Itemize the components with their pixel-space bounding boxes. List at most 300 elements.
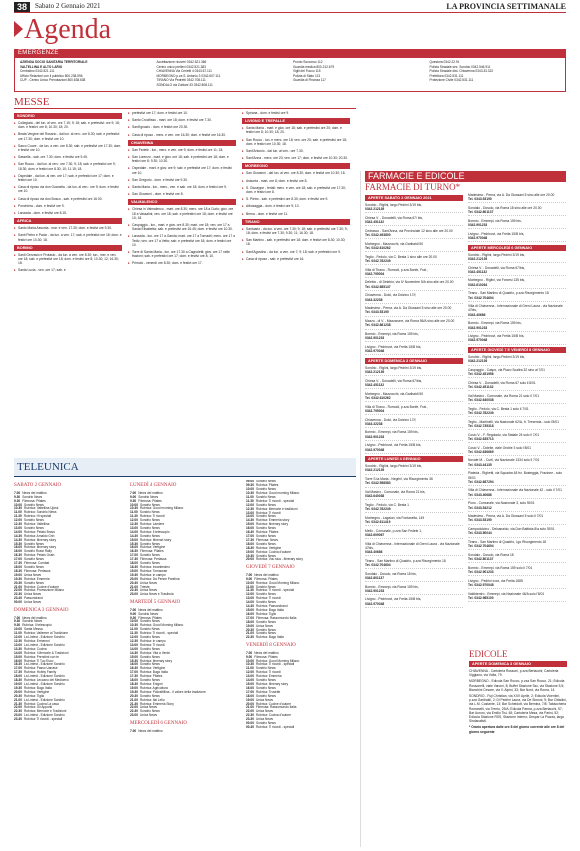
tv-time: 15.30	[130, 541, 138, 546]
farmacie-section	[360, 171, 566, 847]
tv-title: News del mattino	[138, 607, 163, 612]
tv-day: DOMENICA 3 GENNAIO	[14, 608, 69, 614]
tv-title: Unica News	[255, 623, 273, 628]
tv-title: Rubrica: Ti ricordi	[255, 510, 281, 515]
farmacia-phone: 0342.212139	[468, 256, 488, 261]
tv-time: 14.30	[130, 650, 138, 655]
tv-title: Rubrica: Ti ricordi	[139, 514, 165, 519]
farmacia-phone: Tel. 0343.40686	[468, 492, 492, 497]
farmacia-name: Morbegno - Mazzocchi, via Garibaldi 50	[365, 241, 424, 246]
emergency-line: CUP - Centro Unico Prenotazioni 800.638.638	[20, 78, 86, 82]
tv-program	[130, 730, 240, 734]
tv-title: Sondrio News	[138, 494, 159, 499]
farmacia-phone: 0342.609067	[365, 532, 385, 537]
farmacia-name: Teglio - Fedolo, via C. Besta 1	[365, 502, 409, 507]
tv-title: Filmrosa: Perlasca	[139, 557, 167, 562]
farmacie-column-1	[365, 193, 463, 777]
tv-title: Rubrica: Ti ricordi - speciali	[139, 631, 179, 636]
messe-title: MESSE	[14, 96, 356, 109]
tv-title: Sondrio News	[255, 631, 276, 636]
edicole-section	[469, 649, 567, 736]
farmacia-entry	[365, 503, 463, 513]
page-number: 38	[14, 2, 30, 12]
tv-title: Sondrio News	[139, 525, 160, 530]
tv-title: Rubrica: Da Penne Parelina	[139, 576, 180, 581]
emergency-line: Questura 0342.22.91	[429, 60, 460, 64]
tv-time: 16.00	[130, 545, 138, 550]
tv-time: 17.30	[246, 537, 254, 542]
farmacia-entry	[365, 559, 463, 569]
messe-entry: ▸ Santa Maria - mart. e giov. ore 18; sab. e prefestivi ore 20; dom. e festivi ore 8; 10.30; 18; 20.	[242, 126, 350, 134]
tv-time: 16.30	[14, 553, 22, 558]
farmacia-phone: 0342.970048	[468, 338, 488, 343]
tv-time: 10.30	[14, 506, 22, 511]
tv-time: 19.00	[130, 685, 138, 690]
tv-title: Sondrio News	[139, 510, 160, 515]
tv-time: 12.00	[14, 518, 22, 523]
emergency-column	[17, 60, 154, 89]
tv-time: 21.00	[14, 584, 22, 589]
tv-title: La Lintest - Edizione Sondrio	[23, 681, 65, 686]
tv-title: Sondrio News	[139, 627, 160, 632]
farmacia-phone: Tel. 0342.451132	[468, 385, 494, 390]
farmacia-name: Sondrio - Riglini, largo Pedrini 3/19 bis,	[468, 252, 525, 257]
tv-time: 11.30	[14, 514, 22, 519]
page-header	[14, 2, 566, 13]
tv-time: 19.00	[246, 623, 254, 628]
tv-title: Rubrica: Cucina d'autore	[255, 713, 291, 718]
tv-time: 17.00	[246, 689, 254, 694]
tv-time: 12.30	[130, 522, 138, 527]
farmacia-phone: Tel. 0342.493800	[365, 233, 391, 238]
messe-entry: ▸ Sant'Anna - merc. ore 20; ven. ore 17; dom. e festivi ore 10.30; 20.30.	[242, 156, 350, 160]
farmacia-entry	[365, 203, 463, 213]
tv-time: 7.00	[130, 607, 137, 612]
tv-time: 9.30	[130, 615, 137, 620]
farmacia-phone: Tel. 0342.801137	[468, 210, 494, 215]
tv-time: 19.00	[130, 568, 138, 573]
tv-title: Rubrica: in campo	[139, 572, 166, 577]
tv-time: 16.00	[14, 549, 22, 554]
tv-time: 10.00	[130, 619, 138, 624]
tv-time: 9.00	[246, 654, 253, 659]
tv-title: Rubrica: Pilates	[255, 530, 279, 535]
messe-entry: ▸ Sacro Cuore - da lun. a ven. ore 8.30; sab. e prefestivi ore 17.30; dom. e festivi ore 10.	[14, 144, 122, 152]
tv-time: 11.00	[246, 666, 254, 671]
messe-entry: ▸ Ospedale - mart. e giov. ore 9; sab. e prefestivi ore 17; dom. e festivi ore 10.	[128, 166, 236, 174]
farmacie-band: APERTE SABATO 2 GENNAIO 2021	[365, 195, 463, 201]
tv-title: Sondrio News	[255, 526, 276, 531]
farmacia-name: Livigno - Pedrinovi, via Freita 15/B bis,	[365, 597, 422, 602]
tv-time: 7.00	[246, 572, 253, 577]
tv-time: 21.30	[14, 701, 22, 706]
farmacia-name: Teglio - Fedolo, via C. Besta 1 solo il 7/01	[468, 406, 529, 411]
tv-time: 10.00	[246, 658, 254, 663]
tv-time: 12.00	[14, 635, 22, 640]
farmacie-title: FARMACIE E EDICOLE	[365, 171, 566, 182]
tv-time: 14.30	[246, 604, 254, 609]
farmacia-entry	[365, 418, 463, 428]
farmacia-name: Bormio - Emmepi, via Roma 159 bis,	[468, 321, 522, 326]
tv-day: LUNEDÌ 4 GENNAIO	[130, 483, 177, 489]
tv-time: 16.00	[130, 662, 138, 667]
emergency-line: Polizia di Stato 113	[293, 73, 321, 78]
farmacia-entry	[365, 405, 463, 415]
farmacia-entry	[468, 206, 566, 216]
farmacia-phone: Tel. 0342.687294	[468, 479, 494, 484]
farmacia-entry	[365, 268, 463, 278]
farmacia-phone: 0342.451132	[365, 382, 385, 387]
tv-time: 11.30	[130, 514, 138, 519]
farmacia-name: Bormio - Emmepi, via Roma 159 bis,	[365, 332, 419, 337]
tv-time: 21.00	[14, 697, 22, 702]
farmacia-entry	[468, 488, 566, 498]
tv-title: Rubrica: Valtellina Ujosk	[23, 506, 59, 511]
tv-time: 12.00	[246, 502, 254, 507]
tv-time: 9.30	[14, 619, 21, 624]
farmacia-entry	[365, 229, 463, 239]
farmacia-phone: Tel. 0343.54212	[468, 505, 492, 510]
tv-title: Rubrica: Emmeria	[23, 576, 50, 581]
tv-title: Sondrio News	[139, 502, 160, 507]
farmacie-column-2	[468, 193, 566, 653]
farmacia-phone: 0342.970048	[365, 349, 385, 354]
farmacia-phone: Tel. 0343.53190	[468, 518, 492, 523]
farmacia-phone: 0342.451132	[365, 220, 385, 225]
farmacia-name: Teglio - Martinelli, via Nazionale 62/A, fr. Tresenda - solo l'8/01	[468, 419, 559, 424]
teleunica-column-2	[130, 480, 240, 840]
farmacia-phone: Tel. 0342.782249	[365, 258, 391, 263]
tv-title: Rubrica: Il telescopio	[139, 529, 170, 534]
messe-entry: ▸ Caspoggio - lun., mart. e giov. ore 8.30; mart. ore 18; ven. ore 17 a Santa Elisabetta; sab. e prefestivi ore 16.45; dom. e festivi ore 10.30.	[128, 223, 236, 231]
farmacia-entry	[468, 291, 566, 301]
farmacia-phone: 0342.801137	[365, 575, 385, 580]
messe-band: SONDRIO	[14, 113, 122, 119]
farmacia-name: Sondalo - Dosolo, via Roma 18	[468, 552, 514, 557]
farmacia-phone: Tel. 0342.901233	[468, 570, 494, 575]
tv-title: Sondrio News	[139, 561, 160, 566]
tv-time: 18.30	[14, 568, 22, 573]
tv-title: Rubrica: Hobby Family	[23, 670, 57, 675]
teleunica-section	[14, 458, 356, 844]
tv-time: 23.00	[130, 592, 138, 597]
tv-title: Rubrica: Pilates	[255, 483, 279, 488]
farmacia-phone: 0342.212139	[365, 468, 385, 473]
tv-title: Rubrica: Itinerary story	[23, 545, 57, 550]
tv-time: 19.30	[246, 553, 254, 558]
agenda-title: Agenda	[24, 14, 112, 45]
tv-title: Rubrica: Lamiere	[139, 522, 165, 527]
tv-day: MERCOLEDÌ 6 GENNAIO	[130, 721, 187, 727]
messe-entry: ▸ Santa Maria - lun., merc., ven. e sab. ore 18; dom. e festivi ore 9.	[128, 185, 236, 189]
farmacia-phone: Tel. 0342.611419	[365, 520, 391, 525]
tv-title: Sondrio News	[23, 580, 44, 585]
tv-time: 15.00	[246, 607, 254, 612]
messe-entry: ▸ Primolo - venerdì ore 8.30; dom. e festivi ore 17.	[128, 261, 236, 265]
tv-title: Rubrica: Polivalfillina - Il valore della tradizione	[139, 689, 206, 694]
tv-time: 14.00	[14, 650, 22, 655]
tv-time: 14.00	[246, 514, 254, 519]
emergency-line: Ufficio Relazioni con il pubblico 800.238.596	[20, 73, 83, 78]
tv-time: 22.00	[14, 705, 22, 710]
tv-time: 16.30	[246, 530, 254, 535]
tv-time: 16.00	[14, 545, 22, 550]
tv-title: Sondrio News	[139, 635, 160, 640]
tv-title: Rubrica: Agricoltura	[139, 685, 168, 690]
tv-time: 22.30	[14, 592, 22, 597]
emergency-label: EMERGENZE	[14, 49, 566, 58]
tv-title: Sondrio News	[22, 494, 43, 499]
farmacia-phone: 0342.640038	[365, 494, 385, 499]
tv-title: News del mattino	[22, 490, 47, 495]
tv-title: Unica News	[139, 713, 157, 718]
farmacia-name: Caspoggio - Caspo, via Piazo Scaltra 32 sino al 7/01	[468, 368, 545, 373]
tv-title: Rubrica: Memorie e tradizioni	[255, 506, 298, 511]
tv-time: 20.00	[246, 557, 254, 562]
tv-title: Sondrio News	[139, 693, 160, 698]
tv-time: 14.30	[130, 533, 138, 538]
tv-title: Rubrica: Valtellina	[23, 522, 50, 527]
messe-band: TIRANO	[242, 219, 350, 225]
tv-title: Rubrica: Incantesimo	[139, 565, 170, 570]
messe-band: CHIAVENNA	[128, 140, 236, 146]
farmacia-name: Piateda - Righetti, via Squadra 48 frz. Busteggia, Frazione - solo l'8/01	[468, 471, 563, 480]
farmacia-name: Sondrio - Riglini, largo Pedrini 3/19 bis,	[468, 355, 525, 360]
farmacia-phone: 0342.901233	[365, 588, 385, 593]
messe-band: AFRICA	[14, 218, 122, 224]
farmacia-entry	[365, 490, 463, 500]
tv-time: 17.00	[14, 557, 22, 562]
tv-time: 23.40	[14, 596, 22, 601]
tv-title: Sondrio News	[23, 565, 44, 570]
farmacia-entry	[365, 443, 463, 453]
tv-title: Sondrio News	[139, 654, 160, 659]
farmacia-entry	[365, 542, 463, 557]
tv-time: 10.00	[246, 580, 254, 585]
tv-title: Rubrica: Passo Uanase	[23, 666, 58, 671]
farmacia-phone: Tel. 0342.610262	[365, 395, 391, 400]
farmacia-entry	[365, 332, 463, 342]
emergency-line: Prefettura 0342.531.111	[429, 73, 464, 78]
tv-time: 20.30	[130, 580, 138, 585]
farmacia-name: Bormio - Emmepi, via Roma 159 bis,	[468, 218, 522, 223]
tv-time: 00.00	[14, 600, 22, 605]
tv-title: Unica News	[23, 600, 41, 605]
farmacia-entry	[468, 458, 566, 468]
tv-time: 00.00	[246, 721, 254, 726]
messe-entry: ▸ prefestivi ore 17; dom. e festivi ore 10.	[128, 111, 236, 115]
farmacia-phone: 0343.32238	[365, 421, 383, 426]
farmacia-entry	[468, 579, 566, 589]
farmacia-name: Campodolcino - Delcanaido, via Don Battista 8/a solo l'8/01	[468, 527, 555, 532]
messe-entry: ▸ Sassella - sab. ore 7.30; dom. e festivi ore 9.45.	[14, 155, 122, 159]
farmacia-name: Morbegno - Mazzocchi, via Garibaldi 50	[365, 391, 424, 396]
tv-time: 13.00	[14, 642, 22, 647]
tv-title: News del mattino	[254, 572, 279, 577]
farmacia-phone: Tel. 0343.53190	[468, 197, 492, 202]
farmacia-entry	[468, 193, 566, 203]
tv-time: 19.00	[14, 572, 22, 577]
farmacia-entry	[365, 280, 463, 290]
tv-time: 12.30	[14, 639, 22, 644]
tv-time: 11.30	[130, 631, 138, 636]
tv-title: News del mattino	[22, 615, 47, 620]
farmacia-name: Villa di Tirano - Romodi, p.zza Bonfe, Frat.,	[365, 404, 428, 409]
tv-title: Sondrio News	[255, 553, 276, 558]
tv-title: Rubrica: Tiglio	[23, 693, 45, 698]
tv-title: Rubrica: Ermeroni	[23, 639, 50, 644]
tv-title: Rubrica: Itinerari story	[139, 537, 172, 542]
messe-entry: ▸ Chiesa in Valmalenco - mart. ore 8.30; merc. ore 18 a Curlo; giov. ore 18 a Vassalini; ven. ore 18; sab. e prefestivi ore 18; dom. e festivi ore 10; 18.	[128, 207, 236, 220]
tv-title: Rubrica: Good morning Milano	[139, 506, 184, 511]
farmacia-name: Livigno - Pedrinovi, via Freita 15/B bis,	[365, 344, 422, 349]
tv-time: 16.00	[14, 658, 22, 663]
farmacia-name: Madesimo - Perna, via A. Da Giussani 5 sino alle ore 20.00	[468, 193, 555, 197]
teleunica-title: TELEUNICA	[14, 458, 356, 477]
tv-title: Rubrica: Ti ricordi	[139, 642, 165, 647]
tv-time: 7.00	[14, 490, 21, 495]
farmacia-entry	[365, 366, 463, 376]
tv-title: Rubrica: Tiglio	[255, 611, 277, 616]
emergency-column	[290, 60, 427, 89]
emergency-line: CHIAVENNA Via Cerletti 4 0343.67.111	[156, 69, 212, 73]
tv-time: 12.00	[246, 592, 254, 597]
tv-time: 19.30	[14, 685, 22, 690]
teleunica-column-3	[246, 480, 356, 840]
farmacia-phone: Tel. 0342.704604	[365, 562, 391, 567]
tv-time: 16.00	[246, 611, 254, 616]
tv-title: Sondrio News	[255, 541, 276, 546]
tv-title: La Lintest - Edizione Sondrio	[23, 713, 65, 718]
farmacia-entry	[468, 407, 566, 417]
farmacia-entry	[468, 304, 566, 319]
tv-title: Unica News	[23, 572, 41, 577]
emergency-line: VALTELLINA E ALTO LARIO	[20, 64, 63, 69]
tv-title: Sondrio News	[139, 646, 160, 651]
farmacia-entry	[365, 572, 463, 582]
tv-time: 19.00	[246, 697, 254, 702]
messe-entry: ▸ Santa Lucia - ven. ore 17; sab. e	[14, 268, 122, 272]
messe-entry: ▸ Casa di riposo via don Guanella - da lun. al ven.: ore 9; dom. e festivi ore 10.	[14, 185, 122, 193]
farmacia-name: Chiesa V. - Donadelli, via Roma 67/ bis,	[365, 215, 423, 220]
tv-time: 19.30	[130, 572, 138, 577]
tv-time: 16.30	[130, 666, 138, 671]
tv-day: MARTEDÌ 5 GENNAIO	[130, 600, 181, 606]
tv-title: Rubrica: Passondrand	[255, 604, 288, 609]
messe-band: MORBEGNO	[242, 163, 350, 169]
farmacia-entry	[365, 345, 463, 355]
tv-time: 19.30	[14, 576, 22, 581]
triangle-icon	[14, 21, 23, 37]
tv-title: Rubrica: Gli Appunti	[23, 705, 53, 710]
tv-title: Sondrio News	[255, 480, 276, 484]
tv-program	[14, 718, 124, 722]
farmacie-band: APERTE GIOVEDÌ 7 E VENERDÌ 8 GENNAIO	[468, 347, 566, 353]
tv-time: 7.00	[130, 728, 137, 733]
tv-title: La Lintest - Edizione Sondrio	[23, 697, 65, 702]
tv-time: 10.30	[246, 491, 254, 496]
tv-program	[246, 558, 356, 562]
farmacia-entry	[365, 255, 463, 265]
messe-entry: ▸ Berna - dom. e festivi ore 11.	[242, 212, 350, 216]
tv-title: Rubrica: Hi speciali	[23, 514, 52, 519]
tv-title: Rubrica: Pilates	[139, 674, 163, 679]
farmacia-phone: Tel. 0342.640038	[468, 398, 494, 403]
tv-time: 19.00	[14, 681, 22, 686]
edicole-list	[469, 669, 567, 723]
messe-section	[14, 96, 356, 387]
tv-title: Rubrica: Ti ricordi - speciali	[255, 724, 295, 729]
farmacia-name: Madesimo - Perna, via A. Da Giussani 5 solo il 7/01	[468, 514, 544, 519]
tv-time: 23.30	[14, 717, 22, 722]
tv-time: 20.30	[246, 627, 254, 632]
messe-entry: ▸ San Fedele - lun., merc. e ven. ore 9; dom. e festivi ore 11; 18.	[128, 148, 236, 152]
farmacia-name: Val Masino - Comunale, via Roma 21 solo il 7/01	[468, 393, 540, 398]
tv-title: Sondrio News	[139, 678, 160, 683]
tv-title: Sondrio News	[23, 502, 44, 507]
tv-day: GIOVEDÌ 7 GENNAIO	[246, 565, 295, 571]
farmacia-phone: Tel. 0342.636669	[468, 449, 494, 454]
farmacia-name: Cosio V. - Dolelle, viale Orobie 3 solo l'8/01	[468, 445, 531, 450]
tv-time: 10.00	[130, 502, 138, 507]
tv-time: 15.00	[130, 537, 138, 542]
farmacie-subtitle: FARMACIE DI TURNO*	[365, 182, 461, 192]
tv-title: Rubrica: in campo	[139, 639, 166, 644]
messe-entry: ▸ Santo Crocifisso - mart. ore 18; dom. e festivi ore 7.30.	[128, 118, 236, 122]
farmacia-name: Tirano - San Martino di Quadrio, l.go Risorgimento 18	[468, 540, 547, 545]
farmacia-phone: Tel. 0342.782249	[365, 507, 391, 512]
messe-entry: ▸ Collegiata - del lun. al ven. ore 7.15; 9; 18; sab. e prefestivi: ore 9; 18; dom. e festivi: ore 8; 10.30; 18; 20.	[14, 121, 122, 129]
tv-time: 17.30	[130, 557, 138, 562]
tv-time: 13.00	[130, 525, 138, 530]
tv-title: Rubrica: Enigmi	[139, 681, 163, 686]
tv-time: 22.30	[130, 709, 138, 714]
farmacia-name: Chiavenna - Dolci, via Dolzino 17/f,	[365, 417, 417, 422]
tv-title: Rubrica: Promozione Milano	[23, 588, 65, 593]
tv-time: 9.30	[14, 623, 21, 628]
farmacia-name: Sondalo - Dosolo, via Roma 18 bis,	[365, 571, 417, 576]
tv-title: Sondrio News	[255, 514, 276, 519]
tv-title: Sondrio News	[255, 487, 276, 492]
farmacia-entry	[468, 471, 566, 486]
farmacia-name: Morbegno - Lagaluri, via Fontanella, 149	[365, 515, 425, 520]
farmacie-note: * Orario apertura dalle ore 8 del giorno corrente alle ore 8 del giorno seguente	[469, 725, 565, 734]
tv-title: Unica News	[255, 709, 273, 714]
tv-title: Sondrio News	[255, 600, 276, 605]
tv-title: Sondrio News	[255, 627, 276, 632]
tv-day: SABATO 2 GENNAIO	[14, 483, 62, 489]
tv-title: Rubrica: Bugo Italia	[255, 635, 284, 640]
tv-time: 22.30	[246, 713, 254, 718]
farmacia-name: Madesimo - Perna, via A. Da Giussani 5 sino alle ore 20.00	[365, 306, 452, 311]
messe-entry: ▸ S. Giuseppe - feriali: merc. e ven. ore 18; sab. e prefestivi ore 17.30; dom. e festivi ore 8.	[242, 186, 350, 194]
tv-time: 15.30	[14, 541, 22, 546]
messe-entry: ▸ Sant'Ignazio - dom. e festivi ore 20.30.	[128, 125, 236, 129]
tv-time: 16.00	[246, 526, 254, 531]
farmacia-name: Cosio V. - F. Regolado, via Statale 24 solo il 7/01	[468, 432, 540, 437]
tv-title: Rubrica: Itinerary story	[139, 658, 173, 663]
farmacia-name: Bormio - Emmepi, via Roma 159 bis,	[365, 584, 419, 589]
farmacie-band: APERTE MERCOLEDÌ 6 GENNAIO	[468, 245, 566, 251]
tv-title: Rubrica: Cucina d'autore	[255, 549, 291, 554]
tv-time: 13.00	[14, 525, 22, 530]
messe-entry: ▸ Santuario - da lun. a ven. ore 7.30; 9; 18; sab. e prefestivi ore 7.30; 9; 18; dom. e festivi ore 7.30; 9.30; 11; 16.30; 18.	[242, 227, 350, 235]
tv-time: 10.30	[130, 623, 138, 628]
farmacia-name: Novate M. - Curti, via Nazionale 1334 solo il 7/01	[468, 458, 540, 463]
tv-time: 11.00	[14, 510, 22, 515]
tv-time: 10.30	[130, 506, 138, 511]
messe-entry: ▸ San Gregorio - dom. e festivi ore 9.30.	[128, 178, 236, 182]
